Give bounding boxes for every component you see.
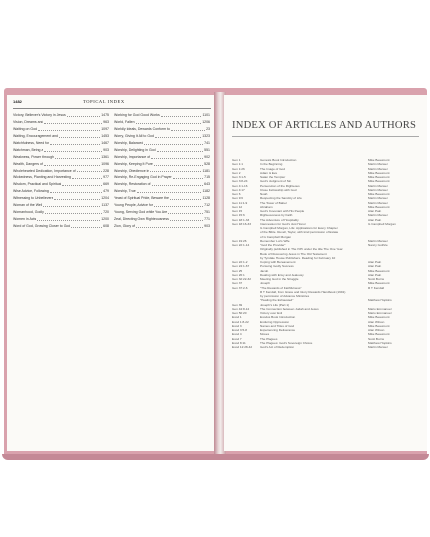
scripture-reference: Gen 4:1-16 bbox=[232, 183, 248, 188]
scripture-reference: Exod 7 bbox=[232, 336, 242, 341]
scripture-reference: Exod 3 bbox=[232, 323, 242, 328]
article-title: The Connection between Judah and Jesus bbox=[260, 306, 319, 311]
article-author: Mario Emmanuel bbox=[368, 311, 392, 315]
article-author: Mike Beaumont bbox=[368, 281, 390, 286]
topic-entry bbox=[114, 188, 210, 195]
dot-leader bbox=[54, 195, 100, 200]
topic-entry bbox=[13, 112, 109, 119]
topic-page-number: 479 bbox=[103, 189, 109, 194]
article-title: Names and Titles of God bbox=[260, 323, 295, 328]
running-head-title: TOPICAL INDEX bbox=[83, 99, 125, 104]
article-title: Dealing with Envy and Jealousy bbox=[260, 272, 304, 277]
article-author: Martin Manser bbox=[368, 200, 388, 205]
topic-name: Worry, Giving It All to God bbox=[114, 133, 154, 138]
topic-entry bbox=[13, 133, 109, 140]
scripture-reference: Gen 25 bbox=[232, 268, 243, 273]
scripture-reference: Gen 6 bbox=[232, 192, 241, 196]
dot-leader bbox=[77, 168, 103, 173]
topic-page-number: 669 bbox=[103, 182, 109, 187]
dot-leader bbox=[154, 202, 203, 207]
articles-index-list bbox=[232, 158, 422, 349]
topic-page-number: 720 bbox=[103, 210, 109, 215]
topic-page-number: 741 bbox=[204, 140, 210, 145]
scripture-reference: Gen 37 bbox=[232, 281, 243, 286]
topic-entry bbox=[13, 147, 109, 154]
scripture-reference: Gen 22:1-2 bbox=[232, 260, 248, 264]
topic-entry bbox=[114, 147, 210, 154]
article-title: "The Rewards of Faithfulness" bbox=[260, 285, 302, 290]
article-title: Genesis Book Introduction bbox=[260, 158, 297, 162]
topic-entry bbox=[114, 168, 210, 175]
scripture-reference: Gen 32:22-32 bbox=[232, 277, 251, 281]
topic-page-number: 1467 bbox=[101, 140, 109, 145]
dot-leader bbox=[155, 133, 201, 138]
article-title: Joseph bbox=[260, 281, 270, 286]
article-author: Mike Beaumont bbox=[368, 268, 390, 273]
topic-page-number: 902 bbox=[204, 154, 210, 159]
topic-name: Worship, Importance of bbox=[114, 154, 151, 159]
title-rule bbox=[232, 136, 419, 137]
topic-entry bbox=[13, 126, 109, 133]
dot-leader bbox=[44, 147, 102, 152]
topic-entry bbox=[114, 112, 210, 119]
article-author: Scott Burns bbox=[368, 277, 384, 281]
article-title: Exodus Book Introduction bbox=[260, 315, 296, 320]
scripture-reference: Gen 37:2-6 bbox=[232, 285, 248, 290]
dot-leader bbox=[50, 140, 100, 145]
topic-name: Vision, Dreams and bbox=[13, 119, 44, 124]
dot-leader bbox=[173, 174, 203, 179]
topic-column-2 bbox=[114, 112, 210, 230]
topic-name: Worship, True bbox=[114, 189, 136, 194]
dot-leader bbox=[150, 168, 201, 173]
topic-entry bbox=[13, 195, 109, 202]
article-author: R T Kendall bbox=[368, 285, 385, 290]
topic-entry bbox=[114, 216, 210, 223]
topic-entry bbox=[114, 161, 210, 168]
topic-entry bbox=[114, 202, 210, 209]
article-title: Originally published in The IVPt under the title The One Year bbox=[260, 247, 343, 252]
article-title: God's Judgment of Sin bbox=[260, 179, 292, 184]
scripture-reference: Exod 1:8-22 bbox=[232, 319, 249, 324]
scripture-reference: Gen 44:8-12 bbox=[232, 306, 250, 311]
topic-name: Worship, Re-Engaging God in Prayer bbox=[114, 175, 172, 180]
article-title: of the Bible. Revell, Taylor, with kind permission of Estate bbox=[260, 230, 339, 235]
article-title: Pursuing Godly Success bbox=[260, 264, 294, 269]
topic-name: Worship, Keeping It Pure bbox=[114, 161, 153, 166]
article-author: Martin Manser bbox=[368, 213, 388, 218]
dot-leader bbox=[67, 112, 100, 117]
topic-entry bbox=[13, 202, 109, 209]
article-title: Victory over Evil bbox=[260, 311, 283, 315]
article-title: of G Campbell Morgan bbox=[260, 234, 292, 239]
scripture-reference: Gen 2 bbox=[232, 170, 241, 175]
topic-entry bbox=[13, 216, 109, 223]
article-author: Mike Beaumont bbox=[368, 192, 390, 196]
topic-page-number: 903 bbox=[103, 147, 109, 152]
dot-leader bbox=[44, 161, 100, 166]
scripture-reference: Gen 22:1-14 bbox=[232, 243, 250, 247]
dot-leader bbox=[59, 133, 100, 138]
topic-name: Witnessing to Unbelievers bbox=[13, 196, 54, 201]
topic-name: Women in Acts bbox=[13, 217, 37, 222]
topic-page-number: 1200 bbox=[101, 217, 109, 222]
topic-page-number: 963 bbox=[103, 119, 109, 124]
scripture-reference: Gen 39 bbox=[232, 302, 243, 307]
index-row bbox=[232, 345, 422, 349]
article-author: Mike Beaumont bbox=[368, 332, 390, 337]
dot-leader bbox=[136, 119, 202, 124]
article-author: Matthew Hopkins bbox=[368, 298, 392, 303]
scripture-reference: Gen 9:6 bbox=[232, 196, 244, 201]
dot-leader bbox=[168, 209, 203, 214]
scripture-reference: Exod 4 bbox=[232, 332, 242, 337]
dot-leader bbox=[55, 154, 100, 159]
article-author: Alan Pain bbox=[368, 209, 382, 213]
article-title: Intercession for God's Just Honor bbox=[260, 221, 306, 226]
article-author: Mike Beaumont bbox=[368, 315, 390, 320]
article-author: Nancy Guthrie bbox=[368, 243, 388, 247]
dot-leader bbox=[50, 188, 102, 193]
topic-page-number: 1097 bbox=[101, 126, 109, 131]
article-title: Satan the Tempter bbox=[260, 175, 286, 179]
article-title: Respecting the Sanctity of Life bbox=[260, 196, 302, 201]
topic-name: World, Fallen bbox=[114, 119, 135, 124]
article-author: Scott Burns bbox=[368, 336, 384, 341]
article-title: Enduring Oppression bbox=[260, 319, 290, 324]
article-author: Matthew Hopkins bbox=[368, 340, 392, 345]
article-title: Adam & Eve bbox=[260, 170, 278, 175]
dot-leader bbox=[170, 216, 203, 221]
topic-name: Zeal, Directing Own Righteousness bbox=[114, 217, 169, 222]
article-title: God's Act of Redemption bbox=[260, 345, 295, 349]
scripture-reference: Exod 3:5-8 bbox=[232, 328, 247, 332]
article-title: Jacob bbox=[260, 268, 269, 273]
topic-page-number: 1361 bbox=[101, 154, 109, 159]
scripture-reference: Gen 50:20 bbox=[232, 311, 247, 315]
topic-name: Wickedness, Planting and Harvesting bbox=[13, 175, 71, 180]
scripture-reference: Gen 12 bbox=[232, 204, 243, 209]
article-author: Mike Beaumont bbox=[368, 175, 390, 179]
scripture-reference: Gen 4:17 bbox=[232, 187, 245, 192]
article-author: Alan Wilson bbox=[368, 319, 385, 324]
article-title: Joseph's Life (Part 1) bbox=[260, 302, 290, 307]
article-title: "Healing the Exhausted" bbox=[260, 298, 294, 303]
article-author: G Campbell Morgan bbox=[368, 221, 396, 226]
topic-name: Waiting, Encouragement and bbox=[13, 133, 59, 138]
scripture-reference: Gen 18:1-33 bbox=[232, 217, 250, 222]
scripture-reference: Exod 1 bbox=[232, 315, 242, 320]
topic-entry bbox=[114, 154, 210, 161]
article-author: Martin Manser bbox=[368, 183, 388, 188]
article-title: Abraham bbox=[260, 204, 273, 209]
topic-page-number: 1137 bbox=[101, 203, 109, 208]
article-title: Close Fellowship with God bbox=[260, 187, 297, 192]
topic-entry bbox=[13, 119, 109, 126]
article-author: Mike Beaumont bbox=[368, 323, 390, 328]
dot-leader bbox=[171, 126, 205, 131]
index-title: INDEX OF ARTICLES AND AUTHORS bbox=[232, 120, 417, 131]
dot-leader bbox=[45, 209, 102, 214]
scripture-reference: Gen 3:8-24 bbox=[232, 179, 248, 184]
topic-name: Wholehearted Dedication, Importance of bbox=[13, 168, 76, 173]
topic-entry bbox=[114, 223, 210, 230]
topic-entry bbox=[114, 133, 210, 140]
topic-entry bbox=[13, 223, 109, 230]
topic-page-number: 1204 bbox=[101, 196, 109, 201]
article-author: Mike Beaumont bbox=[368, 204, 390, 209]
topic-page-number: 23 bbox=[206, 126, 210, 131]
topic-page-number: 608 bbox=[103, 224, 109, 228]
article-author: Alan Pain bbox=[368, 217, 382, 222]
article-title: Righteousness by Faith bbox=[260, 213, 293, 218]
article-title: The Image of God bbox=[260, 166, 285, 171]
scripture-reference: Gen 18:16-33 bbox=[232, 221, 251, 226]
topic-page-number: 977 bbox=[103, 175, 109, 180]
topic-name: Young, Serving God while You Are bbox=[114, 210, 168, 215]
topic-name: Watchfulness, Need for bbox=[13, 140, 50, 145]
topic-name: Worship, Obedience in bbox=[114, 168, 150, 173]
topic-page-number: 712 bbox=[204, 203, 210, 208]
scripture-reference: Exod 12:28-42 bbox=[232, 345, 253, 349]
topic-page-number: 1101 bbox=[202, 113, 210, 117]
dot-leader bbox=[38, 126, 100, 131]
scripture-reference: Exod 8:11 bbox=[232, 340, 246, 345]
topic-page-number: 528 bbox=[204, 161, 210, 166]
dot-leader bbox=[157, 147, 204, 152]
dot-leader bbox=[71, 223, 102, 228]
dot-leader bbox=[151, 154, 203, 159]
scripture-reference: Gen 1:26 bbox=[232, 166, 245, 171]
scripture-reference: Gen 3:1-5 bbox=[232, 175, 246, 179]
right-page bbox=[224, 95, 427, 451]
topic-name: Worship, Balanced bbox=[114, 140, 144, 145]
topic-column-1 bbox=[13, 112, 109, 230]
article-author: Mike Beaumont bbox=[368, 179, 390, 184]
topic-name: Wise Advice, Following bbox=[13, 189, 49, 194]
article-author: Martin Manser bbox=[368, 345, 388, 349]
topic-entry bbox=[13, 140, 109, 147]
topic-entry bbox=[114, 195, 210, 202]
article-title: Coping with Bereavement bbox=[260, 260, 296, 264]
topic-name: Working for God Good Works bbox=[114, 113, 160, 117]
topic-page-number: 1453 bbox=[101, 133, 109, 138]
article-author: Martin Manser bbox=[368, 166, 388, 171]
topic-page-number: 1181 bbox=[202, 168, 210, 173]
topic-name: Word of God, Growing Closer to God bbox=[13, 224, 71, 228]
scripture-reference: Gen 11:1-9 bbox=[232, 200, 248, 205]
topic-name: Womanhood, Godly bbox=[13, 210, 44, 215]
scripture-reference: Gen 15 bbox=[232, 209, 243, 213]
article-title: In the Beginning bbox=[260, 162, 283, 167]
scripture-reference: Gen 26:1 bbox=[232, 272, 245, 277]
article-title: Experiencing Deliverance bbox=[260, 328, 296, 332]
topic-name: Worship, Restoration of bbox=[114, 182, 151, 187]
topic-page-number: 228 bbox=[103, 168, 109, 173]
topic-entry bbox=[114, 119, 210, 126]
topic-name: Worldly Ideals, Dewards Conform to bbox=[114, 126, 170, 131]
topic-entry bbox=[114, 209, 210, 216]
article-author: Mario Emmanuel bbox=[368, 306, 392, 311]
topic-name: Waiting on God bbox=[13, 126, 37, 131]
topic-entry bbox=[114, 140, 210, 147]
left-page bbox=[7, 95, 217, 451]
topic-entry bbox=[13, 181, 109, 188]
topic-name: Yeast of Spiritual Pride, Beware the bbox=[114, 196, 169, 201]
article-author: Alan Pain bbox=[368, 272, 382, 277]
scripture-reference: Gen 15:6 bbox=[232, 213, 245, 218]
topic-page-number: 903 bbox=[204, 224, 210, 228]
article-title: Moses bbox=[260, 332, 270, 337]
topic-entry bbox=[114, 174, 210, 181]
article-title: The Plagues bbox=[260, 336, 278, 341]
cover-edge bbox=[2, 454, 429, 460]
scripture-reference: Gen 19:26 bbox=[232, 238, 247, 243]
article-title: R T Kendall, from Grace and Glory Rewards Handbook (1991) bbox=[260, 289, 346, 294]
article-author: Martin Manser bbox=[368, 238, 388, 243]
article-title: by Tyndale House Publishers. Reading for February 10 bbox=[260, 255, 336, 260]
topic-page-number: 1128 bbox=[202, 196, 210, 201]
topic-entry bbox=[114, 126, 210, 133]
topic-name: Woman of the Well bbox=[13, 203, 43, 208]
topic-page-number: 751 bbox=[204, 210, 210, 215]
topic-page-number: 643 bbox=[204, 182, 210, 187]
header-rule bbox=[13, 108, 211, 109]
dot-leader bbox=[43, 202, 100, 207]
article-title: Noah bbox=[260, 192, 268, 196]
article-title: Book of Discovering Jesus in The Old Testament bbox=[260, 251, 327, 256]
article-author: Martin Manser bbox=[368, 187, 388, 192]
dot-leader bbox=[154, 161, 203, 166]
topic-entry bbox=[13, 209, 109, 216]
topic-page-number: 715 bbox=[204, 175, 210, 180]
article-author: Alan Wilson bbox=[368, 328, 385, 332]
article-author: Mike Beaumont bbox=[368, 170, 390, 175]
scripture-reference: Gen 1 bbox=[232, 158, 241, 162]
article-title: Meeting God in the Struggle bbox=[260, 277, 299, 281]
article-title: by permission of Advance Ministries bbox=[260, 294, 310, 298]
article-title: Persecution of the Righteous bbox=[260, 183, 300, 188]
article-title: The Adventure of Hospitality bbox=[260, 217, 299, 222]
dot-leader bbox=[137, 188, 202, 193]
topic-entry bbox=[13, 174, 109, 181]
article-title: "God the Provider" bbox=[260, 243, 286, 247]
topic-page-number: 1096 bbox=[101, 161, 109, 166]
topic-name: Victory, Believer's Victory in Jesus bbox=[13, 113, 66, 117]
topic-entry bbox=[13, 168, 109, 175]
topic-entry bbox=[13, 154, 109, 161]
topic-entry bbox=[114, 181, 210, 188]
article-author: Alan Pain bbox=[368, 264, 382, 269]
topic-entry bbox=[13, 161, 109, 168]
article-title: The Plagues: God's Sovereign Choice bbox=[260, 340, 313, 345]
article-title: Remember Lot's Wife bbox=[260, 238, 290, 243]
article-author: Mike Beaumont bbox=[368, 158, 390, 162]
topic-page-number: 771 bbox=[204, 217, 210, 222]
dot-leader bbox=[62, 181, 102, 186]
dot-leader bbox=[161, 112, 202, 117]
topic-entry bbox=[13, 188, 109, 195]
article-title: God's Covenant with His People bbox=[260, 209, 305, 213]
dot-leader bbox=[72, 174, 102, 179]
topic-page-number: 1206 bbox=[202, 119, 210, 124]
topic-page-number: 551 bbox=[204, 147, 210, 152]
page-number: 1482 bbox=[13, 99, 22, 104]
dot-leader bbox=[144, 140, 203, 145]
topic-name: Zion, Glory of bbox=[114, 224, 136, 228]
topic-name: Watchman, Being a bbox=[13, 147, 44, 152]
article-title: G Campbell Morgan, Life: Applications for Every Chapter bbox=[260, 226, 338, 230]
article-author: Alan Pain bbox=[368, 260, 382, 264]
article-title: The Tower of Babel bbox=[260, 200, 287, 205]
scripture-reference: Gen 24:1-67 bbox=[232, 264, 250, 269]
topic-name: Weakness, Power through bbox=[13, 154, 54, 159]
dot-leader bbox=[152, 181, 204, 186]
topic-name: Worship, Delighting in God bbox=[114, 147, 156, 152]
scripture-reference: Gen 1:1 bbox=[232, 162, 244, 167]
dot-leader bbox=[37, 216, 100, 221]
topic-page-number: 1182 bbox=[202, 189, 210, 194]
topic-name: Young People, Advice for bbox=[114, 203, 153, 208]
topic-page-number: 1475 bbox=[101, 113, 109, 117]
article-author: Martin Manser bbox=[368, 162, 388, 167]
article-author: Martin Manser bbox=[368, 196, 388, 201]
dot-leader bbox=[170, 195, 202, 200]
topic-page-number: 1323 bbox=[202, 133, 210, 138]
dot-leader bbox=[44, 119, 102, 124]
topic-name: Wisdom, Practical and Spiritual bbox=[13, 182, 62, 187]
dot-leader bbox=[136, 223, 203, 228]
topic-name: Wealth, Dangers of bbox=[13, 161, 43, 166]
